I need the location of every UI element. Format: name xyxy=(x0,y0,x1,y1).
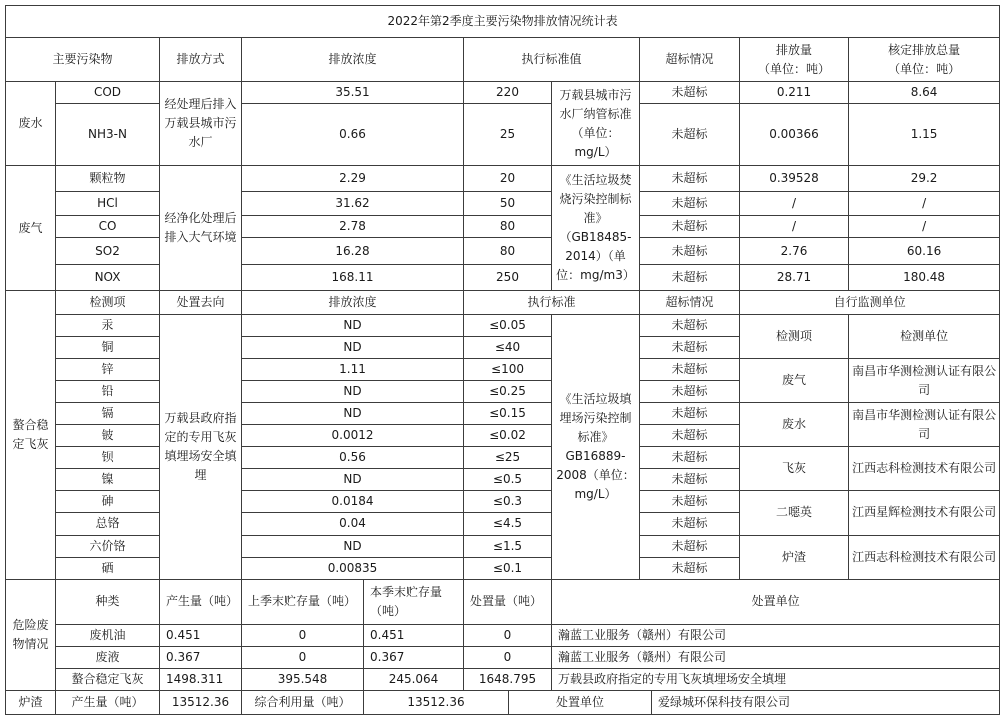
fly-ash-exceed: 未超标 xyxy=(640,491,740,513)
fly-ash-item: 铅 xyxy=(56,381,160,403)
monitor-unit: 南昌市华测检测认证有限公司 xyxy=(849,403,1000,447)
hazardous-disposer: 瀚蓝工业服务（赣州）有限公司 xyxy=(552,646,1000,668)
header-exceed: 超标情况 xyxy=(640,38,740,82)
fly-ash-exceed: 未超标 xyxy=(640,513,740,535)
hazardous-disposed: 0 xyxy=(464,646,552,668)
waste-gas-conc: 16.28 xyxy=(242,238,464,265)
slag-disposer-label: 处置单位 xyxy=(509,690,652,714)
waste-gas-approved: / xyxy=(849,192,1000,216)
waste-gas-exceed: 未超标 xyxy=(640,166,740,192)
waste-gas-exceed: 未超标 xyxy=(640,238,740,265)
hazardous-prev-stock: 0 xyxy=(242,624,364,646)
fly-ash-conc: 0.0012 xyxy=(242,425,464,447)
slag-utilized: 13512.36 xyxy=(364,690,509,714)
monitor-unit: 江西星辉检测技术有限公司 xyxy=(849,491,1000,535)
fly-ash-item: 硒 xyxy=(56,557,160,579)
fly-ash-std: ≤25 xyxy=(464,447,552,469)
hazardous-header-curr-stock: 本季末贮存量（吨） xyxy=(364,579,464,624)
table-row xyxy=(6,447,1000,469)
wastewater-item: COD xyxy=(56,82,160,104)
fly-ash-conc: 1.11 xyxy=(242,359,464,381)
monitor-unit: 江西志科检测技术有限公司 xyxy=(849,447,1000,491)
fly-ash-conc: 0.00835 xyxy=(242,557,464,579)
header-concentration: 排放浓度 xyxy=(242,38,464,82)
slag-disposer: 爱绿城环保科技有限公司 xyxy=(652,690,1000,714)
fly-ash-direction: 万载县政府指定的专用飞灰填埋场安全填埋 xyxy=(160,315,242,579)
waste-gas-amount: 2.76 xyxy=(740,238,849,265)
slag-utilized-label: 综合利用量（吨） xyxy=(242,690,364,714)
header-pollutant: 主要污染物 xyxy=(6,38,160,82)
waste-gas-item: 颗粒物 xyxy=(56,166,160,192)
table-row xyxy=(6,403,1000,425)
fly-ash-label: 螯合稳定飞灰 xyxy=(6,291,56,579)
waste-gas-conc: 2.29 xyxy=(242,166,464,192)
header-emission: 排放量 （单位：吨） xyxy=(740,38,849,82)
fly-ash-item: 钡 xyxy=(56,447,160,469)
table-row xyxy=(6,646,1000,668)
monitor-header-unit: 检测单位 xyxy=(849,315,1000,359)
fly-ash-item: 总铬 xyxy=(56,513,160,535)
hazardous-type: 废液 xyxy=(56,646,160,668)
waste-gas-exceed: 未超标 xyxy=(640,192,740,216)
emission-table xyxy=(5,5,1000,715)
hazardous-header-type: 种类 xyxy=(56,579,160,624)
hazardous-produced: 0.367 xyxy=(160,646,242,668)
table-title: 2022年第2季度主要污染物排放情况统计表 xyxy=(6,6,1000,38)
hazardous-header-disposer: 处置单位 xyxy=(552,579,1000,624)
table-row xyxy=(6,216,1000,238)
fly-ash-header-row xyxy=(6,291,1000,315)
fly-ash-exceed: 未超标 xyxy=(640,337,740,359)
wastewater-method: 经处理后排入万载县城市污水厂 xyxy=(160,82,242,166)
table-row xyxy=(6,359,1000,381)
fly-ash-exceed: 未超标 xyxy=(640,447,740,469)
monitor-item: 飞灰 xyxy=(740,447,849,491)
waste-gas-item: SO2 xyxy=(56,238,160,265)
wastewater-amount: 0.00366 xyxy=(740,104,849,166)
fly-ash-conc: 0.56 xyxy=(242,447,464,469)
waste-gas-item: HCl xyxy=(56,192,160,216)
fly-ash-conc: ND xyxy=(242,535,464,557)
table-row xyxy=(6,668,1000,690)
hazardous-curr-stock: 245.064 xyxy=(364,668,464,690)
slag-row xyxy=(6,690,1000,714)
hazardous-header-row xyxy=(6,579,1000,624)
hazardous-disposer: 瀚蓝工业服务（赣州）有限公司 xyxy=(552,624,1000,646)
fly-ash-exceed: 未超标 xyxy=(640,557,740,579)
fly-ash-header-item: 检测项 xyxy=(56,291,160,315)
hazardous-disposed: 0 xyxy=(464,624,552,646)
table-row xyxy=(6,82,1000,104)
table-row xyxy=(6,624,1000,646)
fly-ash-std: ≤0.05 xyxy=(464,315,552,337)
waste-gas-label: 废气 xyxy=(6,166,56,291)
hazardous-type: 废机油 xyxy=(56,624,160,646)
waste-gas-std: 20 xyxy=(464,166,552,192)
monitor-unit: 南昌市华测检测认证有限公司 xyxy=(849,359,1000,403)
wastewater-exceed: 未超标 xyxy=(640,104,740,166)
fly-ash-header-conc: 排放浓度 xyxy=(242,291,464,315)
waste-gas-exceed: 未超标 xyxy=(640,265,740,291)
wastewater-exceed: 未超标 xyxy=(640,82,740,104)
monitor-header-item: 检测项 xyxy=(740,315,849,359)
wastewater-approved: 1.15 xyxy=(849,104,1000,166)
hazardous-produced: 1498.311 xyxy=(160,668,242,690)
fly-ash-header-exceed: 超标情况 xyxy=(640,291,740,315)
hazardous-prev-stock: 0 xyxy=(242,646,364,668)
waste-gas-standard-note: 《生活垃圾焚烧污染控制标准》（GB18485-2014）（单位：mg/m3） xyxy=(552,166,640,291)
table-row xyxy=(6,491,1000,513)
waste-gas-conc: 2.78 xyxy=(242,216,464,238)
title-row xyxy=(6,6,1000,38)
slag-produced-label: 产生量（吨） xyxy=(56,690,160,714)
fly-ash-exceed: 未超标 xyxy=(640,381,740,403)
fly-ash-header-monitor: 自行监测单位 xyxy=(740,291,1000,315)
waste-gas-conc: 168.11 xyxy=(242,265,464,291)
fly-ash-std: ≤0.02 xyxy=(464,425,552,447)
wastewater-standard-note: 万载县城市污水厂纳管标准（单位：mg/L） xyxy=(552,82,640,166)
fly-ash-item: 锌 xyxy=(56,359,160,381)
header-method: 排放方式 xyxy=(160,38,242,82)
fly-ash-item: 铜 xyxy=(56,337,160,359)
table-row xyxy=(6,166,1000,192)
waste-gas-approved: 29.2 xyxy=(849,166,1000,192)
fly-ash-item: 六价铬 xyxy=(56,535,160,557)
hazardous-produced: 0.451 xyxy=(160,624,242,646)
waste-gas-approved: 180.48 xyxy=(849,265,1000,291)
fly-ash-exceed: 未超标 xyxy=(640,359,740,381)
waste-gas-method: 经净化处理后排入大气环境 xyxy=(160,166,242,291)
waste-gas-std: 250 xyxy=(464,265,552,291)
hazardous-disposed: 1648.795 xyxy=(464,668,552,690)
fly-ash-conc: 0.04 xyxy=(242,513,464,535)
fly-ash-std: ≤0.25 xyxy=(464,381,552,403)
hazardous-disposer: 万载县政府指定的专用飞灰填埋场安全填埋 xyxy=(552,668,1000,690)
fly-ash-std: ≤4.5 xyxy=(464,513,552,535)
table-row xyxy=(6,192,1000,216)
fly-ash-exceed: 未超标 xyxy=(640,425,740,447)
fly-ash-conc: ND xyxy=(242,403,464,425)
fly-ash-item: 砷 xyxy=(56,491,160,513)
waste-gas-approved: 60.16 xyxy=(849,238,1000,265)
table-row xyxy=(6,265,1000,291)
table-row xyxy=(6,104,1000,166)
monitor-item: 二噁英 xyxy=(740,491,849,535)
hazardous-header-prev-stock: 上季末贮存量（吨） xyxy=(242,579,364,624)
fly-ash-exceed: 未超标 xyxy=(640,315,740,337)
waste-gas-item: NOX xyxy=(56,265,160,291)
wastewater-std: 220 xyxy=(464,82,552,104)
waste-gas-item: CO xyxy=(56,216,160,238)
fly-ash-exceed: 未超标 xyxy=(640,469,740,491)
fly-ash-item: 汞 xyxy=(56,315,160,337)
fly-ash-std: ≤0.5 xyxy=(464,469,552,491)
waste-gas-exceed: 未超标 xyxy=(640,216,740,238)
waste-gas-amount: / xyxy=(740,216,849,238)
slag-label: 炉渣 xyxy=(6,690,56,714)
fly-ash-exceed: 未超标 xyxy=(640,403,740,425)
fly-ash-std: ≤40 xyxy=(464,337,552,359)
fly-ash-std: ≤0.3 xyxy=(464,491,552,513)
waste-gas-amount: 0.39528 xyxy=(740,166,849,192)
fly-ash-std: ≤0.15 xyxy=(464,403,552,425)
fly-ash-standard-note: 《生活垃圾填埋场污染控制标准》GB16889-2008（单位：mg/L） xyxy=(552,315,640,579)
fly-ash-conc: ND xyxy=(242,381,464,403)
table-row xyxy=(6,238,1000,265)
waste-gas-conc: 31.62 xyxy=(242,192,464,216)
hazardous-label: 危险废物情况 xyxy=(6,579,56,690)
waste-gas-std: 50 xyxy=(464,192,552,216)
monitor-unit: 江西志科检测技术有限公司 xyxy=(849,535,1000,579)
fly-ash-item: 铍 xyxy=(56,425,160,447)
hazardous-curr-stock: 0.367 xyxy=(364,646,464,668)
fly-ash-exceed: 未超标 xyxy=(640,535,740,557)
waste-gas-std: 80 xyxy=(464,238,552,265)
fly-ash-header-direction: 处置去向 xyxy=(160,291,242,315)
fly-ash-conc: ND xyxy=(242,315,464,337)
hazardous-header-disposed: 处置量（吨） xyxy=(464,579,552,624)
waste-gas-approved: / xyxy=(849,216,1000,238)
wastewater-label: 废水 xyxy=(6,82,56,166)
fly-ash-conc: ND xyxy=(242,469,464,491)
wastewater-std: 25 xyxy=(464,104,552,166)
wastewater-conc: 35.51 xyxy=(242,82,464,104)
fly-ash-header-std: 执行标准 xyxy=(464,291,640,315)
fly-ash-conc: ND xyxy=(242,337,464,359)
monitor-item: 废水 xyxy=(740,403,849,447)
waste-gas-amount: 28.71 xyxy=(740,265,849,291)
table-row xyxy=(6,315,1000,337)
hazardous-type: 螯合稳定飞灰 xyxy=(56,668,160,690)
table-row xyxy=(6,535,1000,557)
monitor-item: 废气 xyxy=(740,359,849,403)
hazardous-prev-stock: 395.548 xyxy=(242,668,364,690)
slag-produced: 13512.36 xyxy=(160,690,242,714)
waste-gas-amount: / xyxy=(740,192,849,216)
main-header-row xyxy=(6,38,1000,82)
fly-ash-std: ≤0.1 xyxy=(464,557,552,579)
wastewater-item: NH3-N xyxy=(56,104,160,166)
wastewater-amount: 0.211 xyxy=(740,82,849,104)
header-approved: 核定排放总量 （单位：吨） xyxy=(849,38,1000,82)
wastewater-approved: 8.64 xyxy=(849,82,1000,104)
fly-ash-item: 镍 xyxy=(56,469,160,491)
waste-gas-std: 80 xyxy=(464,216,552,238)
hazardous-curr-stock: 0.451 xyxy=(364,624,464,646)
fly-ash-std: ≤100 xyxy=(464,359,552,381)
fly-ash-conc: 0.0184 xyxy=(242,491,464,513)
fly-ash-item: 镉 xyxy=(56,403,160,425)
header-standard: 执行标准值 xyxy=(464,38,640,82)
monitor-item: 炉渣 xyxy=(740,535,849,579)
hazardous-header-produced: 产生量（吨） xyxy=(160,579,242,624)
wastewater-conc: 0.66 xyxy=(242,104,464,166)
fly-ash-std: ≤1.5 xyxy=(464,535,552,557)
